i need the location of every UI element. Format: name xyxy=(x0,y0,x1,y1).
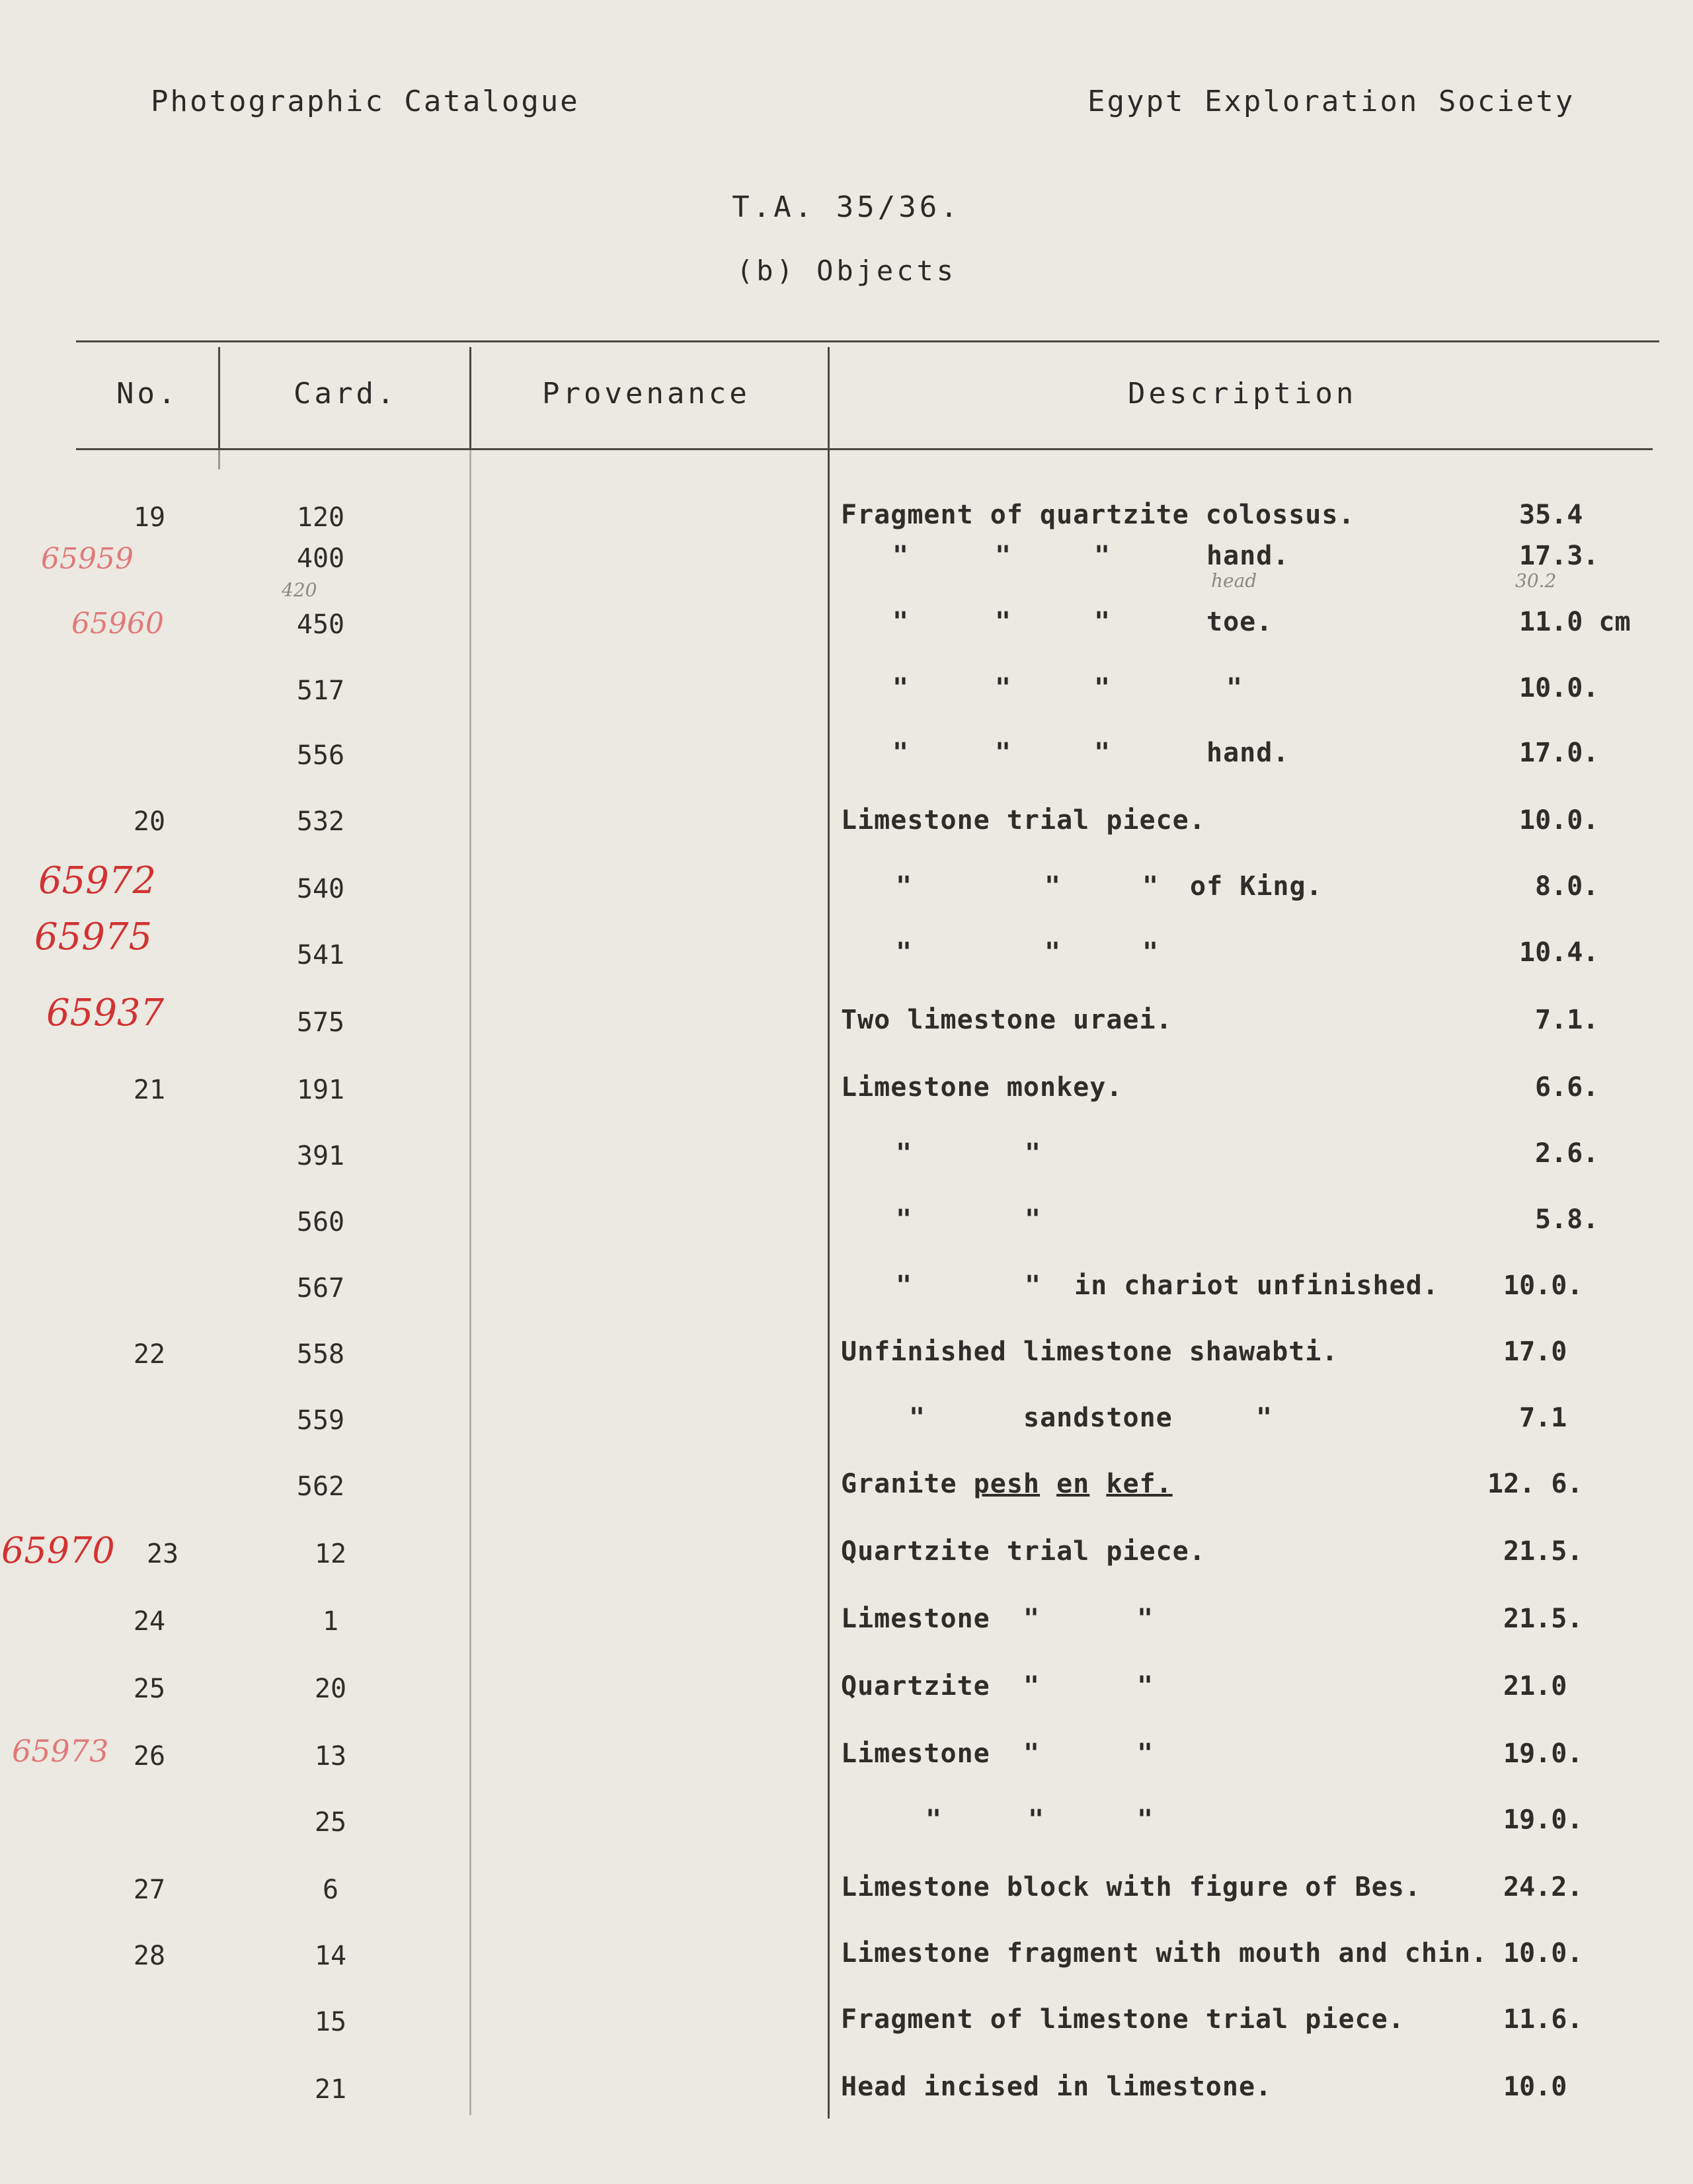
row-description: of King. xyxy=(1190,871,1323,902)
row-card: 575 xyxy=(296,1007,345,1038)
ditto-mark: " xyxy=(896,871,912,902)
ditto-mark: " xyxy=(925,1805,942,1835)
column-header-card: Card. xyxy=(294,377,398,410)
row-no: 19 xyxy=(133,502,166,533)
catalogue-title: Photographic Catalogue xyxy=(151,85,580,118)
row-card: 559 xyxy=(296,1405,345,1436)
ditto-mark: " xyxy=(892,607,909,637)
row-card: 14 xyxy=(314,1941,347,1971)
row-no: 28 xyxy=(133,1941,166,1971)
row-card: 25 xyxy=(314,1807,347,1838)
row-no: 23 xyxy=(146,1539,179,1569)
row-size: 11.0 cm xyxy=(1519,607,1631,637)
column-header-description: Description xyxy=(1128,377,1357,410)
row-card: 400 xyxy=(296,543,345,574)
row-description: " xyxy=(1226,673,1243,703)
handwritten-accession-number: 65973 xyxy=(12,1733,109,1769)
handwritten-accession-number: 65959 xyxy=(41,542,134,576)
row-size: 8.0. xyxy=(1535,871,1599,902)
row-description: Limestone fragment with mouth and chin. xyxy=(841,1938,1488,1969)
row-description: toe. xyxy=(1206,607,1273,637)
row-card: 20 xyxy=(314,1674,347,1704)
row-no: 27 xyxy=(133,1875,166,1905)
row-size: 19.0. xyxy=(1503,1805,1583,1835)
row-card: 560 xyxy=(296,1207,345,1237)
table-top-rule xyxy=(76,340,1659,342)
row-size: 2.6. xyxy=(1535,1138,1599,1169)
ditto-mark: " xyxy=(1137,1738,1154,1769)
kef-word: kef. xyxy=(1106,1469,1173,1499)
ditto-mark: " xyxy=(1137,1604,1154,1634)
row-description: in chariot unfinished. xyxy=(1074,1270,1439,1301)
row-description: Limestone trial piece. xyxy=(841,805,1206,836)
row-size: 6.6. xyxy=(1535,1072,1599,1103)
ditto-mark: " xyxy=(1137,1671,1154,1701)
row-size: 21.0 xyxy=(1503,1671,1567,1701)
ditto-mark: " xyxy=(1142,937,1159,968)
ditto-mark: " xyxy=(896,1138,912,1169)
handwritten-accession-number: 65972 xyxy=(38,859,157,902)
row-size: 10.4. xyxy=(1519,937,1599,968)
handwritten-accession-number: 65937 xyxy=(46,992,165,1034)
row-card: 562 xyxy=(296,1471,345,1502)
row-size: 11.6. xyxy=(1503,2004,1583,2035)
ditto-mark: " xyxy=(1023,1604,1040,1634)
row-card: 21 xyxy=(314,2074,347,2105)
society-name: Egypt Exploration Society xyxy=(1087,85,1575,118)
row-card: 6 xyxy=(322,1875,339,1905)
ditto-mark: " xyxy=(892,738,909,768)
ditto-mark: " xyxy=(995,738,1011,768)
row-card: 120 xyxy=(296,502,345,533)
pesh-word: pesh xyxy=(973,1469,1040,1499)
row-no: 24 xyxy=(133,1606,166,1637)
row-size: 21.5. xyxy=(1503,1604,1583,1634)
ditto-mark: " xyxy=(1025,1270,1041,1301)
row-description: Head incised in limestone. xyxy=(841,2072,1273,2102)
pencil-note: 30.2 xyxy=(1515,570,1557,592)
ditto-mark: " xyxy=(1028,1805,1044,1835)
ditto-mark: " xyxy=(995,607,1011,637)
row-size: 24.2. xyxy=(1503,1872,1583,1902)
row-description: Limestone xyxy=(841,1738,990,1769)
row-card: 391 xyxy=(296,1141,345,1171)
row-card: 541 xyxy=(296,940,345,970)
row-size: 21.5. xyxy=(1503,1536,1583,1567)
ditto-mark: " xyxy=(1025,1204,1041,1235)
column-divider xyxy=(218,347,220,449)
row-size: 10.0. xyxy=(1519,805,1599,836)
row-description: Limestone monkey. xyxy=(841,1072,1123,1103)
row-card: 556 xyxy=(296,740,345,771)
row-description: Quartzite trial piece. xyxy=(841,1536,1206,1567)
row-description: hand. xyxy=(1206,541,1290,571)
ditto-mark: " xyxy=(1023,1671,1040,1701)
ditto-mark: " xyxy=(1137,1805,1154,1835)
ditto-mark: " xyxy=(1094,541,1111,571)
ditto-mark: " xyxy=(1256,1403,1273,1433)
row-description-text: Granite xyxy=(841,1469,957,1499)
ditto-mark: " xyxy=(1142,871,1159,902)
ditto-mark: " xyxy=(1044,871,1061,902)
row-size: 7.1 xyxy=(1519,1403,1567,1433)
column-header-no: No. xyxy=(116,377,179,410)
row-size: 17.3. xyxy=(1519,541,1599,571)
row-card: 540 xyxy=(296,874,345,904)
ditto-mark: " xyxy=(896,937,912,968)
row-description: hand. xyxy=(1206,738,1290,768)
row-size: 10.0 xyxy=(1503,2072,1567,2102)
ditto-mark: " xyxy=(1044,937,1061,968)
row-card: 450 xyxy=(296,609,345,640)
column-divider xyxy=(469,347,471,449)
ditto-mark: " xyxy=(1094,607,1111,637)
row-card: 532 xyxy=(296,806,345,837)
row-card: 15 xyxy=(314,2007,347,2037)
row-description: Quartzite xyxy=(841,1671,990,1701)
row-size: 17.0. xyxy=(1519,738,1599,768)
pencil-note: 420 xyxy=(282,579,317,601)
row-description xyxy=(841,1469,1173,1499)
row-description: Unfinished limestone shawabti. xyxy=(841,1337,1339,1367)
row-no: 21 xyxy=(133,1075,166,1105)
handwritten-accession-number: 65975 xyxy=(34,916,153,958)
row-no: 26 xyxy=(133,1741,166,1772)
row-no: 22 xyxy=(133,1339,166,1370)
row-size: 7.1. xyxy=(1535,1005,1599,1035)
column-divider xyxy=(218,449,220,469)
row-card: 517 xyxy=(296,676,345,706)
column-divider xyxy=(469,449,471,2115)
handwritten-accession-number: 65970 xyxy=(1,1530,115,1571)
ditto-mark: " xyxy=(909,1403,925,1433)
row-description: Limestone xyxy=(841,1604,990,1634)
row-card: 13 xyxy=(314,1741,347,1772)
row-size: 35.4 xyxy=(1519,500,1583,530)
ditto-mark: " xyxy=(995,541,1011,571)
en-word: en xyxy=(1056,1469,1090,1499)
row-description: Fragment of limestone trial piece. xyxy=(841,2004,1405,2035)
column-divider xyxy=(828,347,830,2119)
row-description: Limestone block with figure of Bes. xyxy=(841,1872,1421,1902)
season-label: T.A. 35/36. xyxy=(732,190,961,224)
section-label: (b) Objects xyxy=(736,254,957,287)
row-size: 10.0. xyxy=(1503,1270,1583,1301)
handwritten-accession-number: 65960 xyxy=(71,607,164,641)
row-card: 1 xyxy=(322,1606,339,1637)
ditto-mark: " xyxy=(896,1270,912,1301)
pencil-note: head xyxy=(1211,570,1257,592)
ditto-mark: " xyxy=(995,673,1011,703)
row-size: 12. 6. xyxy=(1487,1469,1583,1499)
ditto-mark: " xyxy=(1094,673,1111,703)
row-description: Two limestone uraei. xyxy=(841,1005,1173,1035)
row-card: 558 xyxy=(296,1339,345,1370)
row-size: 17.0 xyxy=(1503,1337,1567,1367)
row-size: 10.0. xyxy=(1503,1938,1583,1969)
row-description: sandstone xyxy=(1023,1403,1173,1433)
ditto-mark: " xyxy=(1094,738,1111,768)
row-card: 12 xyxy=(314,1539,347,1569)
row-size: 19.0. xyxy=(1503,1738,1583,1769)
ditto-mark: " xyxy=(1023,1738,1040,1769)
row-card: 191 xyxy=(296,1075,345,1105)
column-header-provenance: Provenance xyxy=(542,377,750,410)
ditto-mark: " xyxy=(892,673,909,703)
row-no: 25 xyxy=(133,1674,166,1704)
row-size: 5.8. xyxy=(1535,1204,1599,1235)
ditto-mark: " xyxy=(892,541,909,571)
row-size: 10.0. xyxy=(1519,673,1599,703)
row-no: 20 xyxy=(133,806,166,837)
row-description: Fragment of quartzite colossus. xyxy=(841,500,1355,530)
table-header-rule xyxy=(76,448,1653,450)
row-card: 567 xyxy=(296,1273,345,1304)
ditto-mark: " xyxy=(1025,1138,1041,1169)
ditto-mark: " xyxy=(896,1204,912,1235)
